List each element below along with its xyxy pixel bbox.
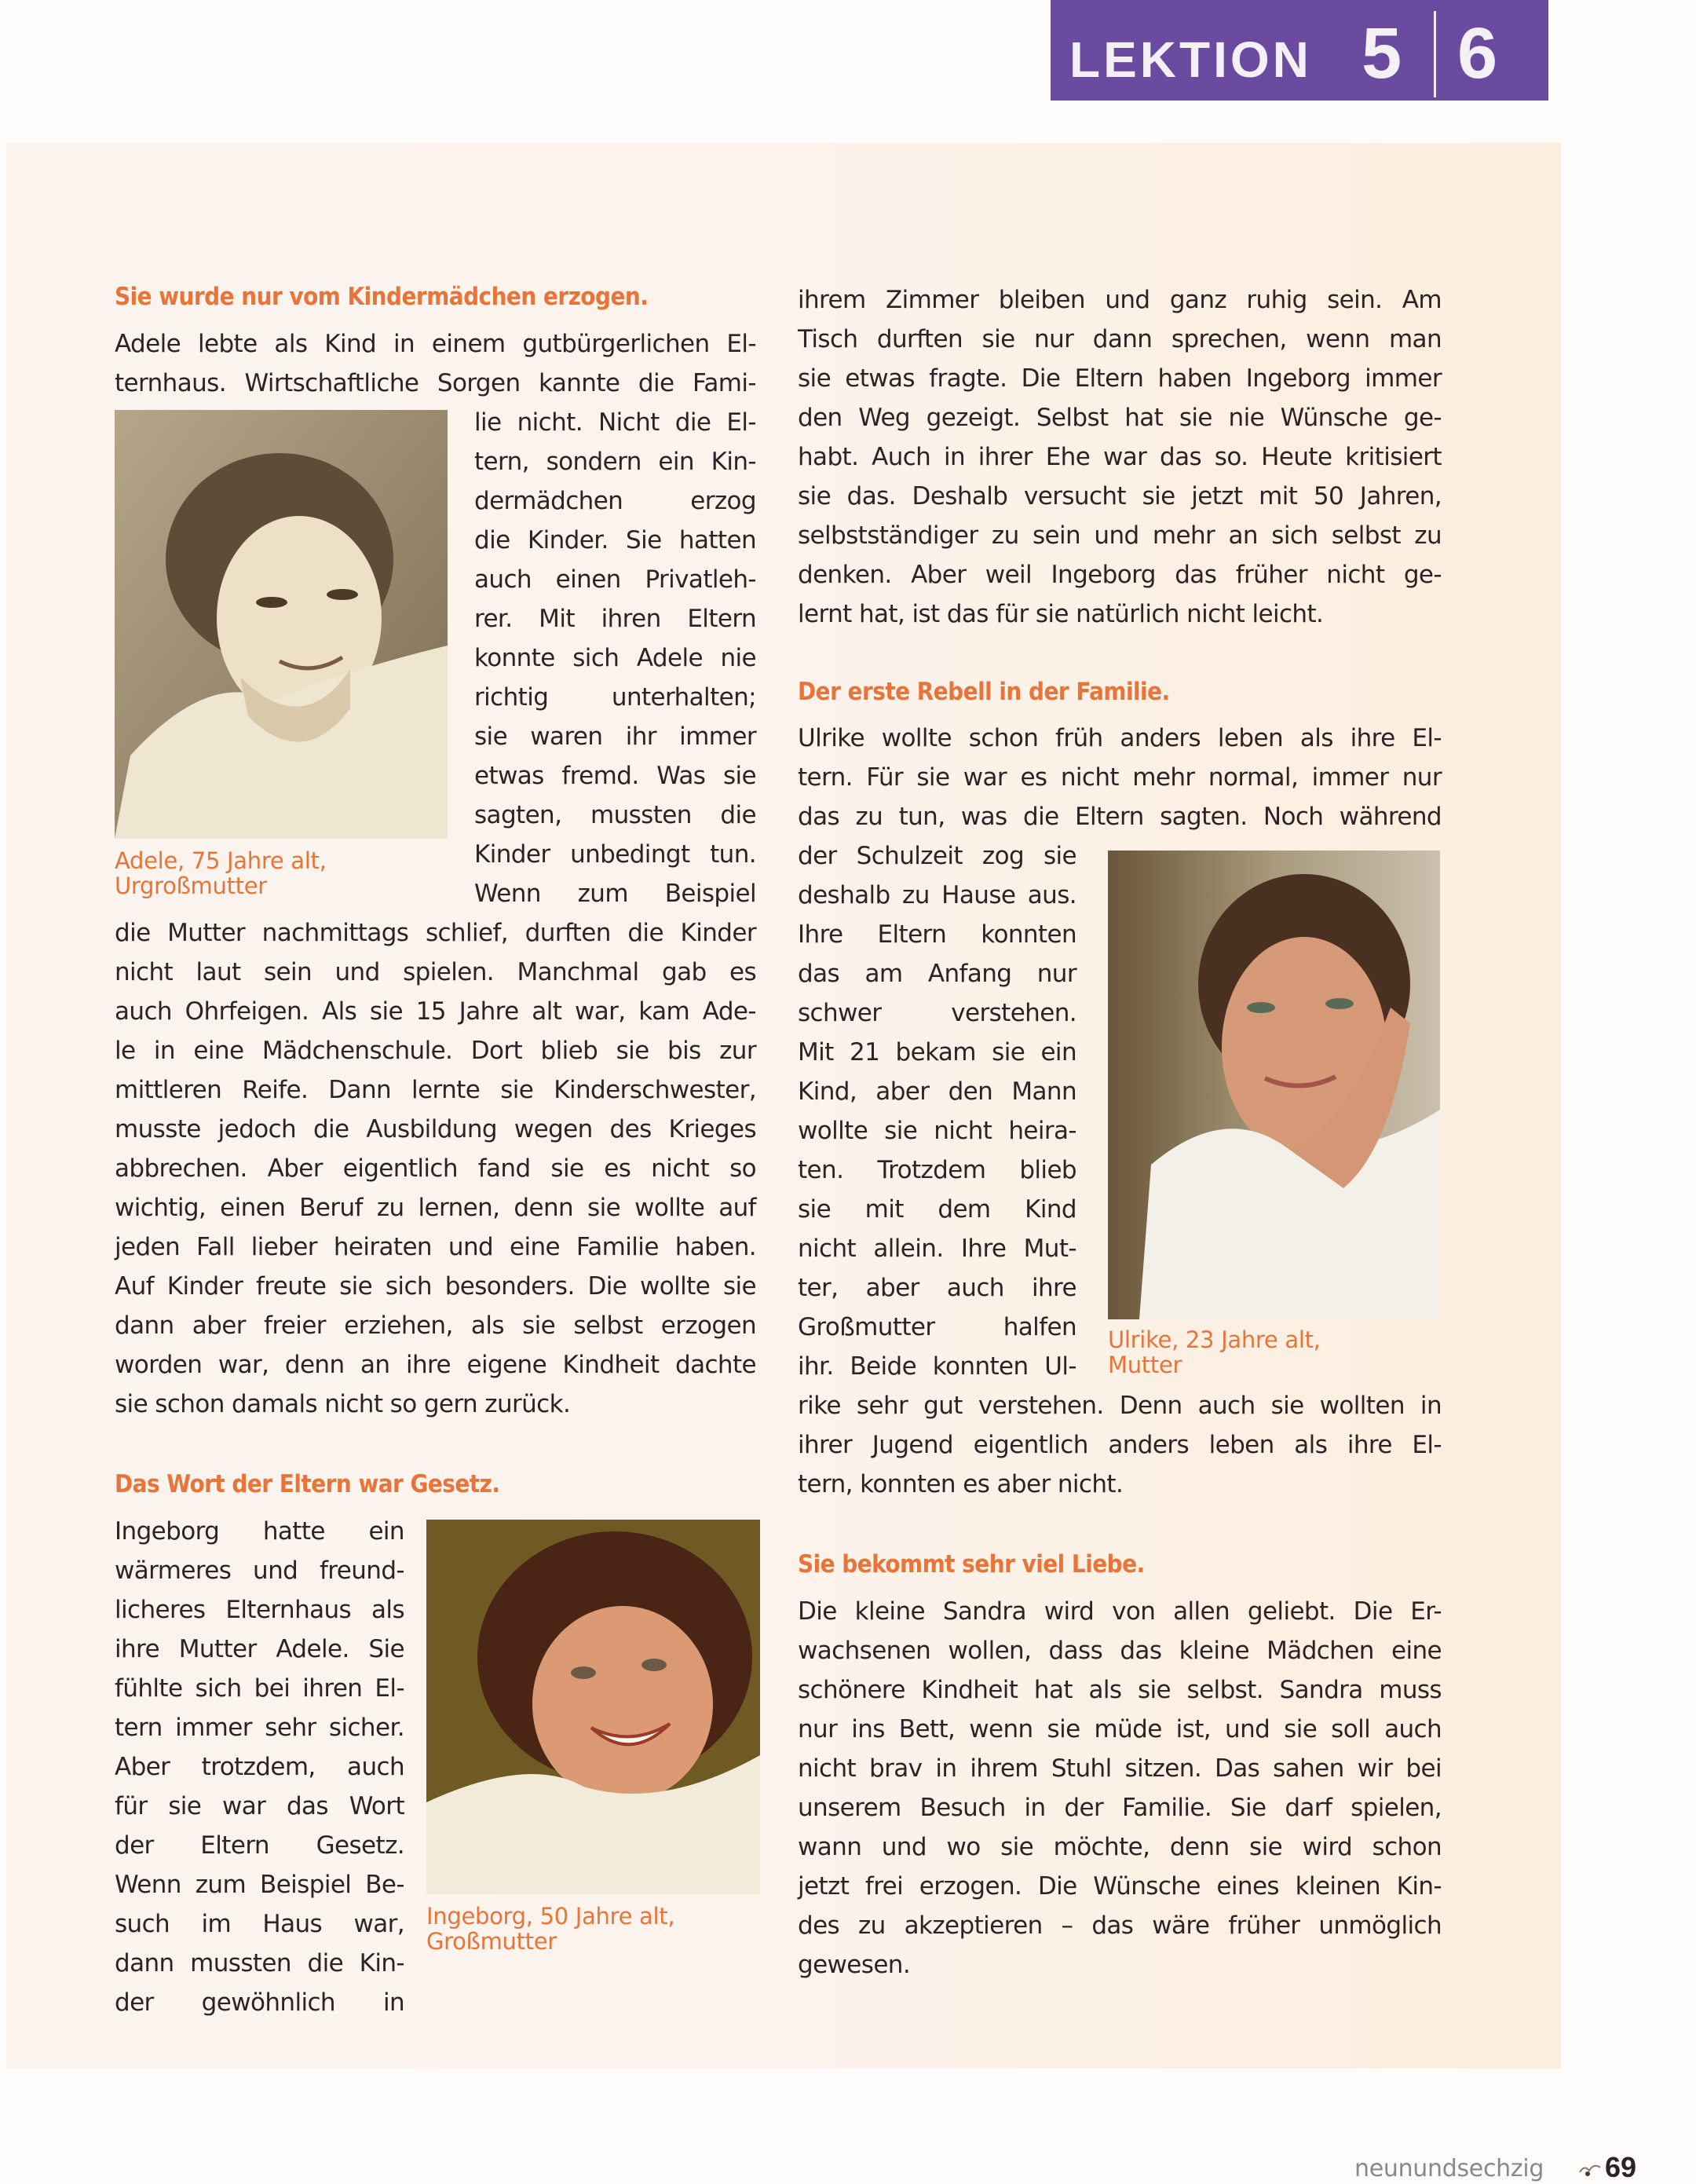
photo-ulrike (1108, 851, 1440, 1319)
body-text-line: nicht brav in ihrem Stuhl sitzen. Das sahen wir bei (798, 1754, 1442, 1783)
body-text-line: sie schon damals nicht so gern zurück. (115, 1390, 571, 1418)
caption-adele-line1: Adele, 75 Jahre alt, (115, 847, 327, 874)
body-text-line: Wenn zum Beispiel (474, 880, 756, 908)
body-text-line: richtig unterhalten; (474, 683, 756, 712)
body-text-line: das am Anfang nur (798, 960, 1076, 988)
body-text-line: nur ins Bett, wenn sie müde ist, und sie soll auch (798, 1715, 1442, 1743)
body-text-line: such im Haus war, (115, 1910, 404, 1938)
section-heading-sandra: Sie bekommt sehr viel Liebe. (798, 1550, 1145, 1579)
body-text-line: ihre Mutter Adele. Sie (115, 1635, 404, 1663)
caption-ulrike-line2: Mutter (1108, 1352, 1182, 1378)
body-text-line: für sie war das Wort (115, 1792, 404, 1820)
page-number: 69 (1605, 2151, 1637, 2183)
photo-ingeborg (426, 1520, 760, 1894)
body-text-line: deshalb zu Hause aus. (798, 881, 1076, 909)
body-text-line: rike sehr gut verstehen. Denn auch sie wollten in (798, 1392, 1442, 1420)
body-text-line: ihr. Beide konnten Ul- (798, 1352, 1076, 1381)
body-text-line: Kind, aber den Mann (798, 1077, 1076, 1106)
body-text-line: dann aber freier erziehen, als sie selbst erzogen (115, 1311, 756, 1340)
body-text-line: wichtig, einen Beruf zu lernen, denn sie wollte auf (115, 1194, 756, 1222)
body-text-line: tern. Für sie war es nicht mehr normal, immer nur (798, 763, 1442, 792)
body-text-line: tern, konnten es aber nicht. (798, 1470, 1124, 1498)
body-text-line: des zu akzeptieren – das wäre früher unmöglich (798, 1911, 1442, 1940)
body-text-line: ternhaus. Wirtschaftliche Sorgen kannte die Fami- (115, 369, 756, 397)
body-text-line: musste jedoch die Ausbildung wegen des Krieges (115, 1115, 756, 1143)
body-text-line: die Mutter nachmittags schlief, durften die Kinder (115, 919, 756, 947)
body-text-line: Aber trotzdem, auch (115, 1753, 404, 1781)
body-text-line: wollte sie nicht heira- (798, 1117, 1076, 1145)
body-text-line: tern immer sehr sicher. (115, 1714, 404, 1742)
body-text-line: die Kinder. Sie hatten (474, 526, 756, 554)
body-text-line: ihrem Zimmer bleiben und ganz ruhig sein. Am (798, 286, 1442, 314)
body-text-line: nicht laut sein und spielen. Manchmal gab es (115, 958, 756, 986)
body-text-line: sie mit dem Kind (798, 1195, 1076, 1224)
body-text-line: der Eltern Gesetz. (115, 1831, 404, 1860)
lesson-header-badge (1051, 0, 1548, 101)
section-heading-adele: Sie wurde nur vom Kindermädchen erzogen. (115, 283, 649, 311)
body-text-line: Kinder unbedingt tun. (474, 840, 756, 869)
body-text-line: lernt hat, ist das für sie natürlich nicht leicht. (798, 600, 1324, 628)
body-text-line: Ingeborg hatte ein (115, 1517, 404, 1546)
lesson-number-current: 5 (1362, 13, 1402, 93)
body-text-line: denken. Aber weil Ingeborg das früher nicht ge- (798, 561, 1442, 589)
body-text-line: le in eine Mädchenschule. Dort blieb sie bis zur (115, 1037, 756, 1065)
body-text-line: selbstständiger zu sein und mehr an sich selbst zu (798, 521, 1442, 550)
body-text-line: ter, aber auch ihre (798, 1274, 1076, 1302)
body-text-line: Adele lebte als Kind in einem gutbürgerlichen El- (115, 330, 756, 358)
portrait-ingeborg-image (426, 1520, 760, 1894)
body-text-line: ihrer Jugend eigentlich anders leben als ihre El- (798, 1431, 1442, 1459)
body-text-line: auch einen Privatleh- (474, 565, 756, 594)
portrait-adele-image (115, 410, 448, 839)
body-text-line: Ulrike wollte schon früh anders leben als ihre El- (798, 724, 1442, 752)
lesson-number-next: 6 (1457, 13, 1498, 93)
body-text-line: sie waren ihr immer (474, 723, 756, 751)
lesson-word: LEKTION (1069, 31, 1312, 88)
body-text-line: Auf Kinder freute sie sich besonders. Die wollte sie (115, 1272, 756, 1301)
caption-ingeborg-line1: Ingeborg, 50 Jahre alt, (426, 1903, 675, 1930)
body-text-line: tern, sondern ein Kin- (474, 448, 756, 476)
body-text-line: wärmeres und freund- (115, 1557, 404, 1585)
body-text-line: mittleren Reife. Dann lernte sie Kinderschwester, (115, 1076, 756, 1104)
body-text-line: sie etwas fragte. Die Eltern haben Ingeborg immer (798, 364, 1442, 393)
body-text-line: schwer verstehen. (798, 999, 1076, 1027)
page-number-word: neunundsechzig (1354, 2155, 1544, 2182)
body-text-line: Ihre Eltern konnten (798, 920, 1076, 949)
caption-ingeborg-line2: Großmutter (426, 1928, 557, 1955)
body-text-line: sie das. Deshalb versucht sie jetzt mit 50 Jahren, (798, 482, 1442, 510)
body-text-line: Wenn zum Beispiel Be- (115, 1871, 404, 1899)
body-text-line: das zu tun, was die Eltern sagten. Noch während (798, 803, 1442, 831)
body-text-line: Die kleine Sandra wird von allen geliebt. Die Er- (798, 1597, 1442, 1626)
body-text-line: der Schulzeit zog sie (798, 842, 1076, 870)
body-text-line: worden war, denn an ihre eigene Kindheit dachte (115, 1351, 756, 1379)
body-text-line: Tisch durften sie nur dann sprechen, wenn man (798, 325, 1442, 353)
body-text-line: etwas fremd. Was sie (474, 762, 756, 790)
body-text-line: abbrechen. Aber eigentlich fand sie es nicht so (115, 1154, 756, 1183)
body-text-line: fühlte sich bei ihren El- (115, 1674, 404, 1703)
body-text-line: wachsenen wollen, dass das kleine Mädchen eine (798, 1637, 1442, 1665)
body-text-line: dermädchen erzog (474, 487, 756, 515)
body-text-line: auch Ohrfeigen. Als sie 15 Jahre alt war, kam Ade- (115, 997, 756, 1026)
body-text-line: den Weg gezeigt. Selbst hat sie nie Wünsche ge- (798, 404, 1442, 432)
ornament-icon (1578, 2161, 1602, 2179)
section-heading-ulrike: Der erste Rebell in der Familie. (798, 678, 1170, 706)
section-heading-ingeborg: Das Wort der Eltern war Gesetz. (115, 1470, 500, 1498)
caption-adele-line2: Urgroßmutter (115, 873, 267, 899)
body-text-line: jetzt frei erzogen. Die Wünsche eines kleinen Kin- (798, 1872, 1442, 1900)
lesson-divider (1434, 11, 1436, 97)
caption-ulrike-line1: Ulrike, 23 Jahre alt, (1108, 1326, 1321, 1353)
body-text-line: wann und wo sie möchte, denn sie wird schon (798, 1833, 1442, 1861)
body-text-line: unserem Besuch in der Familie. Sie darf spielen, (798, 1794, 1442, 1822)
body-text-line: habt. Auch in ihrer Ehe war das so. Heute kritisiert (798, 443, 1442, 471)
body-text-line: nicht allein. Ihre Mut- (798, 1235, 1076, 1263)
body-text-line: der gewöhnlich in (115, 1988, 404, 2017)
body-text-line: dann mussten die Kin- (115, 1949, 404, 1977)
body-text-line: Mit 21 bekam sie ein (798, 1038, 1076, 1066)
body-text-line: jeden Fall lieber heiraten und eine Familie haben. (115, 1233, 756, 1261)
body-text-line: sagten, mussten die (474, 801, 756, 829)
body-text-line: rer. Mit ihren Eltern (474, 605, 756, 633)
body-text-line: konnte sich Adele nie (474, 644, 756, 672)
body-text-line: lie nicht. Nicht die El- (474, 408, 756, 437)
portrait-ulrike-image (1108, 851, 1440, 1319)
body-text-line: schönere Kindheit hat als sie selbst. Sandra muss (798, 1676, 1442, 1704)
body-text-line: licheres Elternhaus als (115, 1596, 404, 1624)
body-text-line: gewesen. (798, 1951, 911, 1979)
body-text-line: Großmutter halfen (798, 1313, 1076, 1341)
photo-adele (115, 410, 448, 839)
body-text-line: ten. Trotzdem blieb (798, 1156, 1076, 1184)
